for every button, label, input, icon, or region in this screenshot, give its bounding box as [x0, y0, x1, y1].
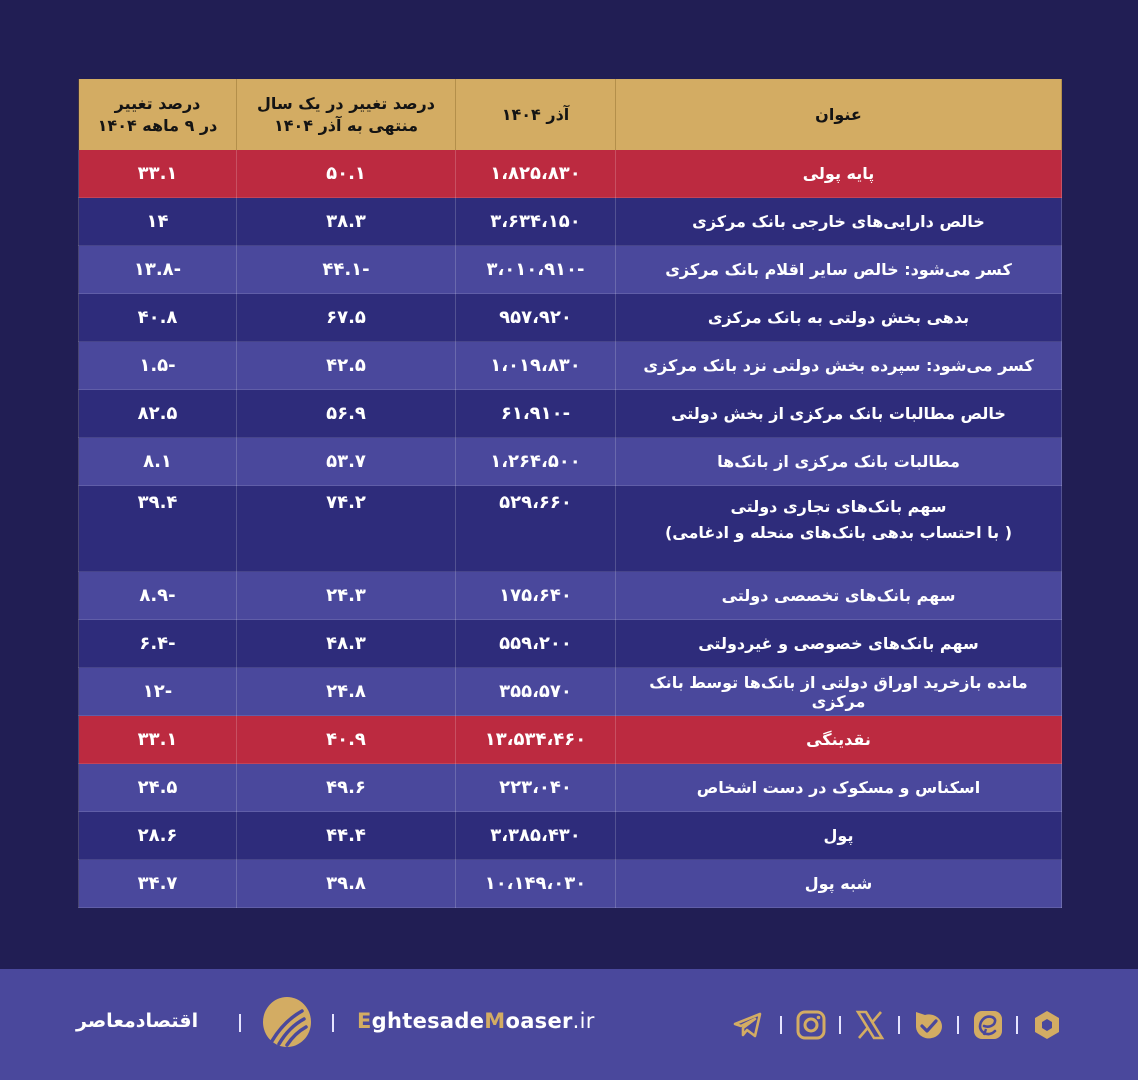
- rubika-icon[interactable]: [1031, 1009, 1063, 1041]
- row-value: ۵۲۹،۶۶۰: [456, 486, 616, 572]
- row-change-1y: ۴۸.۳: [237, 620, 456, 668]
- row-change-9m: -۸.۹: [79, 572, 237, 620]
- table-row: [79, 486, 1062, 572]
- row-title: بدهی بخش دولتی به بانک مرکزی: [616, 294, 1062, 342]
- row-change-1y: ۲۴.۳: [237, 572, 456, 620]
- row-change-9m: ۸۲.۵: [79, 390, 237, 438]
- row-value: -۶۱،۹۱۰: [456, 390, 616, 438]
- table-row: [79, 150, 1062, 198]
- website-link[interactable]: [357, 1009, 595, 1033]
- header-change-9m: [79, 79, 237, 150]
- table-row: [79, 438, 1062, 486]
- site-letter-m: M: [484, 1009, 506, 1033]
- row-value: ۳،۳۸۵،۴۳۰: [456, 812, 616, 860]
- row-change-9m: -۱.۵: [79, 342, 237, 390]
- table-row: [79, 620, 1062, 668]
- monetary-aggregates-table: [78, 79, 1062, 908]
- row-value: ۱،۸۲۵،۸۳۰: [456, 150, 616, 198]
- row-value: ۱۳،۵۳۴،۴۶۰: [456, 716, 616, 764]
- row-change-1y: ۴۹.۶: [237, 764, 456, 812]
- row-title: کسر می‌شود: سپرده بخش دولتی نزد بانک مرکزی: [616, 342, 1062, 390]
- telegram-icon[interactable]: [732, 1009, 764, 1041]
- row-change-9m: ۳۹.۴: [79, 486, 237, 572]
- row-value: ۳،۶۳۴،۱۵۰: [456, 198, 616, 246]
- row-change-9m: -۱۳.۸: [79, 246, 237, 294]
- row-title: مطالبات بانک مرکزی از بانک‌ها: [616, 438, 1062, 486]
- row-change-1y: ۳۸.۳: [237, 198, 456, 246]
- brand-name-persian: اقتصادمعاصر: [76, 1010, 199, 1032]
- footer-divider: [332, 1014, 334, 1032]
- header-change-9m-line2: در ۹ ماهه ۱۴۰۴: [97, 115, 218, 135]
- table-row: [79, 572, 1062, 620]
- row-change-1y: ۷۴.۲: [237, 486, 456, 572]
- header-azar-1404: آذر ۱۴۰۴: [456, 79, 616, 150]
- row-change-1y: ۵۶.۹: [237, 390, 456, 438]
- row-title: کسر می‌شود: خالص سایر اقلام بانک مرکزی: [616, 246, 1062, 294]
- row-title-line2: ( با احتساب بدهی بانک‌های منحله و ادغامی): [664, 523, 1013, 542]
- row-title: خالص دارایی‌های خارجی بانک مرکزی: [616, 198, 1062, 246]
- row-value: ۱،۲۶۴،۵۰۰: [456, 438, 616, 486]
- site-letter-e: E: [357, 1009, 372, 1033]
- row-change-9m: -۶.۴: [79, 620, 237, 668]
- row-change-1y: ۶۷.۵: [237, 294, 456, 342]
- header-change-1y-line1: درصد تغییر در یک سال: [257, 93, 435, 113]
- row-change-9m: -۱۲: [79, 668, 237, 716]
- bale-icon[interactable]: [913, 1009, 945, 1041]
- row-title: [616, 486, 1062, 572]
- table-row: [79, 764, 1062, 812]
- table-row: [79, 716, 1062, 764]
- row-change-1y: ۴۲.۵: [237, 342, 456, 390]
- row-title: پول: [616, 812, 1062, 860]
- table-row: [79, 812, 1062, 860]
- data-table-container: [78, 79, 1061, 908]
- row-change-9m: ۱۴: [79, 198, 237, 246]
- row-change-9m: ۳۳.۱: [79, 150, 237, 198]
- brand-logo-icon: [262, 997, 312, 1047]
- row-title: سهم بانک‌های تخصصی دولتی: [616, 572, 1062, 620]
- row-change-1y: ۴۰.۹: [237, 716, 456, 764]
- instagram-icon[interactable]: [795, 1009, 827, 1041]
- x-twitter-icon[interactable]: [854, 1009, 886, 1041]
- row-change-1y: ۴۴.۴: [237, 812, 456, 860]
- row-change-1y: ۳۹.۸: [237, 860, 456, 908]
- header-change-1y-line2: منتهی به آذر ۱۴۰۴: [273, 115, 419, 135]
- row-change-1y: -۴۴.۱: [237, 246, 456, 294]
- table-header-row: [79, 79, 1062, 150]
- site-text: ghtesade: [371, 1009, 485, 1033]
- site-tld: .ir: [572, 1009, 595, 1033]
- row-title: پایه پولی: [616, 150, 1062, 198]
- row-title: شبه پول: [616, 860, 1062, 908]
- table-row: [79, 294, 1062, 342]
- footer-divider: [898, 1016, 900, 1034]
- footer-divider: [239, 1014, 241, 1032]
- row-change-1y: ۵۰.۱: [237, 150, 456, 198]
- header-title: عنوان: [616, 79, 1062, 150]
- table-row: [79, 342, 1062, 390]
- row-change-9m: ۲۸.۶: [79, 812, 237, 860]
- row-change-9m: ۳۳.۱: [79, 716, 237, 764]
- table-row: [79, 246, 1062, 294]
- row-value: ۵۵۹،۲۰۰: [456, 620, 616, 668]
- row-change-9m: ۳۴.۷: [79, 860, 237, 908]
- table-row: [79, 860, 1062, 908]
- row-change-1y: ۲۴.۸: [237, 668, 456, 716]
- eitaa-icon[interactable]: [972, 1009, 1004, 1041]
- row-title: خالص مطالبات بانک مرکزی از بخش دولتی: [616, 390, 1062, 438]
- row-change-1y: ۵۳.۷: [237, 438, 456, 486]
- footer-divider: [780, 1016, 782, 1034]
- row-value: ۱۷۵،۶۴۰: [456, 572, 616, 620]
- header-change-9m-line1: درصد تغییر: [114, 93, 201, 113]
- row-change-9m: ۴۰.۸: [79, 294, 237, 342]
- row-title: اسکناس و مسکوک در دست اشخاص: [616, 764, 1062, 812]
- row-value: ۳۵۵،۵۷۰: [456, 668, 616, 716]
- footer-divider: [1016, 1016, 1018, 1034]
- table-row: [79, 390, 1062, 438]
- footer-divider: [839, 1016, 841, 1034]
- row-title: سهم بانک‌های خصوصی و غیردولتی: [616, 620, 1062, 668]
- row-change-9m: ۸.۱: [79, 438, 237, 486]
- row-title-line1: سهم بانک‌های تجاری دولتی: [730, 497, 947, 516]
- row-value: ۲۲۳،۰۴۰: [456, 764, 616, 812]
- footer-divider: [957, 1016, 959, 1034]
- header-change-1y: [237, 79, 456, 150]
- row-title: مانده بازخرید اوراق دولتی از بانک‌ها توسط بانک مرکزی: [616, 668, 1062, 716]
- row-value: ۱۰،۱۴۹،۰۳۰: [456, 860, 616, 908]
- row-change-9m: ۲۴.۵: [79, 764, 237, 812]
- row-value: ۹۵۷،۹۲۰: [456, 294, 616, 342]
- table-row: [79, 668, 1062, 716]
- table-row: [79, 198, 1062, 246]
- site-text: oaser: [505, 1009, 573, 1033]
- row-value: -۳،۰۱۰،۹۱۰: [456, 246, 616, 294]
- row-value: ۱،۰۱۹،۸۳۰: [456, 342, 616, 390]
- row-title: نقدینگی: [616, 716, 1062, 764]
